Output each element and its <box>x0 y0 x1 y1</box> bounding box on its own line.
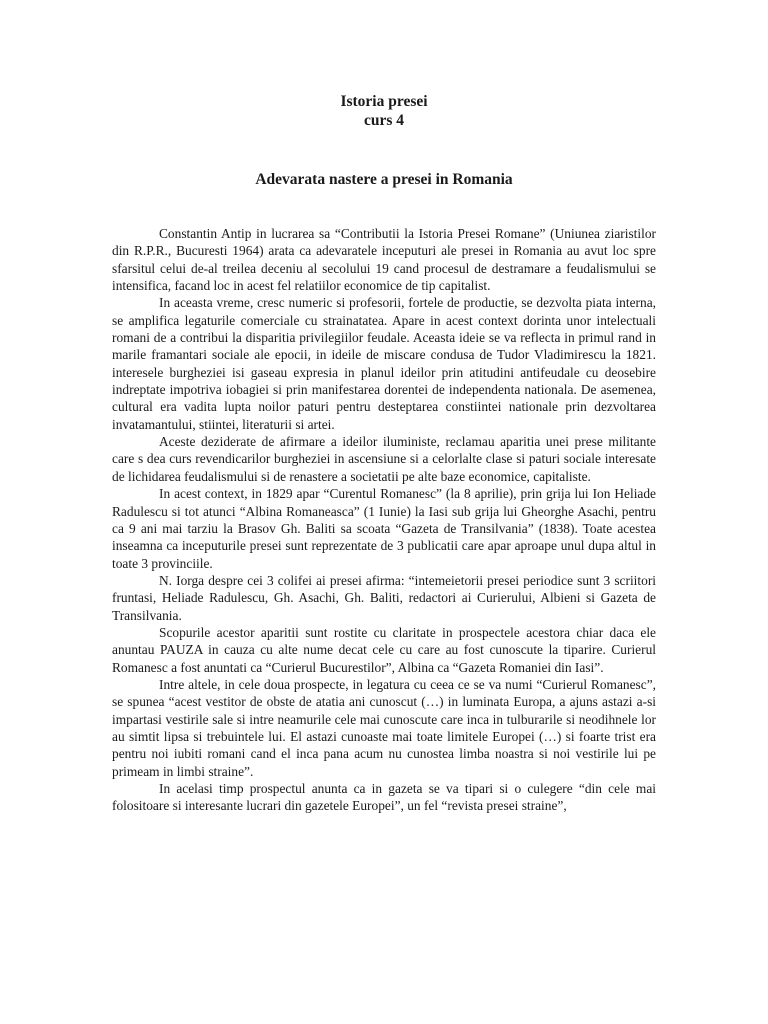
paragraph: In acelasi timp prospectul anunta ca in gazeta se va tipari si o culegere “din cele mai folositoare si interesante lucrari din gazetele Europei”, un fel “revista presei straine”, <box>112 781 656 814</box>
title-block <box>0 92 768 130</box>
section-heading: Adevarata nastere a presei in Romania <box>255 171 513 188</box>
paragraph: Scopurile acestor aparitii sunt rostite cu claritate in prospectele acestora chiar daca ele anuntau PAUZA in cauza cu alte nume decat cele cu care au fost cunoscute la tiparire. Curierul Romanesc a fost anuntati ca “Curierul Bucurestilor”, Albina ca “Gazeta Romaniei din Iasi”. <box>112 624 656 675</box>
paragraph: N. Iorga despre cei 3 colifei ai presei afirma: “intemeietorii presei periodice sunt 3 scriitori fruntasi, Heliade Radulescu, Gh. Asachi, Gh. Baliti, redactori ai Curierului, Albieni si Gazeta de Transilvania. <box>112 572 656 623</box>
document-title: Istoria presei <box>340 93 428 110</box>
paragraph: Constantin Antip in lucrarea sa “Contributii la Istoria Presei Romane” (Uniunea ziaristilor din R.P.R., Bucuresti 1964) arata ca adevaratele inceputuri ale presei in Romania au avut loc spre sfarsitul celui de-al treilea deceniu al secolului 19 cand procesul de destramare a feudalismului se intensifica, facand loc in acest fel relatiilor economice de tip capitalist. <box>112 226 656 294</box>
body-text <box>112 225 656 815</box>
course-label: curs 4 <box>363 112 405 129</box>
paragraph: In acest context, in 1829 apar “Curentul Romanesc” (la 8 aprilie), prin grija lui Ion Heliade Radulescu si tot atunci “Albina Romaneasca” (1 Iunie) la Iasi sub grija lui Gheorghe Asachi, pentru ca 9 ani mai tarziu la Brasov Gh. Baliti sa scoata “Gazeta de Transilvania” (1838). Toate acestea inseamna ca inceputurile presei sunt reprezentate de 3 publicatii care apar aproape unul dupa altul in toate 3 provinciile. <box>112 486 656 571</box>
paragraph: In aceasta vreme, cresc numeric si profesorii, fortele de productie, se dezvolta piata interna, se amplifica legaturile comerciale cu strainatatea. Apare in acest context dorinta unor intelectuali romani de a contribui la disparitia privilegiilor feudale. Aceasta ideie se va reflecta in primul rand in marile framantari sociale ale epocii, in ideile de miscare condusa de Tudor Vladimirescu la 1821. interesele burgheziei isi gaseau expresia in planul ideilor prin atitudini antifeudale cu deosebire indreptate impotriva iobagiei si prin manifestarea dorentei de independenta nationala. De asemenea, cultural era vadita lupta noilor paturi pentru desteptarea constiintei nationale prin dezvoltarea invatamantului, stiintei, literaturii si artei. <box>112 295 656 432</box>
paragraph: Intre altele, in cele doua prospecte, in legatura cu ceea ce se va numi “Curierul Romanesc”, se spunea “acest vestitor de obste de atatia ani cunoscut (…) in luminata Europa, a ajuns astazi a-si impartasi vestirile sale si intre neamurile cele mai cunoscute care inca in tulburarile si neodihnele lor au simtit lipsa si trebuintele lui. El astazi cunoaste mai toate limitele Europei (…) si foarte trist era pentru noi iubiti romani cand el inca pana acum nu cunostea limba noastra si noi vestirile lui pe primeam in limbi straine”. <box>112 676 656 779</box>
paragraph: Aceste deziderate de afirmare a ideilor iluministe, reclamau aparitia unei prese militante care s dea curs revendicarilor burgheziei in ascensiune si a celorlalte clase si paturi sociale interesate de lichidarea feudalismului si de renastere a societatii pe alte baze economice, capitaliste. <box>112 434 656 484</box>
